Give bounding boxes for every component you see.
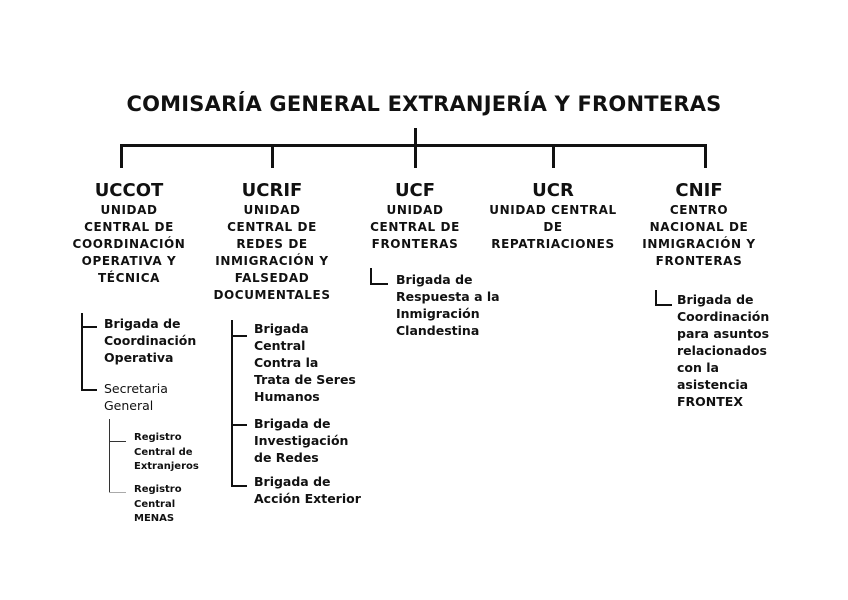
unit-ucr — [478, 180, 628, 253]
branch-tick — [231, 485, 247, 487]
unit-acronym: UCR — [532, 180, 574, 201]
registro-central-extranjeros: Registro Central de Extranjeros — [134, 432, 199, 472]
branch-line — [109, 419, 110, 493]
branch-line — [81, 313, 83, 391]
branch-tick — [231, 424, 247, 426]
unit-acronym: UCF — [394, 180, 436, 201]
unit-acronym: UCCOT — [94, 180, 164, 201]
unit-name: UNIDAD CENTRAL DE FRONTERAS — [370, 203, 460, 251]
unit-name: UNIDAD CENTRAL DE COORDINACIÓN OPERATIVA Y TÉCNICA — [72, 203, 186, 285]
branch-tick — [370, 283, 388, 285]
unit-ucf — [340, 180, 490, 253]
branch-line — [231, 320, 233, 487]
ucrif-brigada-redes: Brigada de Investigación de Redes — [254, 416, 349, 465]
connector-cnif — [704, 144, 707, 168]
branch-tick — [109, 492, 126, 493]
branch-tick — [655, 304, 672, 306]
branch-tick — [81, 389, 97, 391]
unit-cnif — [624, 180, 774, 270]
connector-ucrif — [271, 144, 274, 168]
unit-name: UNIDAD CENTRAL DE REPATRIACIONES — [489, 203, 617, 251]
branch-tick — [81, 326, 97, 328]
ucrif-brigada-exterior: Brigada de Acción Exterior — [254, 474, 361, 506]
unit-name: UNIDAD CENTRAL DE REDES DE INMIGRACIÓN Y FALSEDAD DOCUMENTALES — [213, 203, 331, 302]
ucrif-brigada-trata: Brigada Central Contra la Trata de Seres Humanos — [254, 321, 356, 404]
branch-tick — [231, 335, 247, 337]
ucf-brigada-respuesta: Brigada de Respuesta a la Inmigración Clandestina — [396, 272, 500, 338]
branch-tick — [109, 441, 126, 442]
uccot-brigada-coordinacion: Brigada de Coordinación Operativa — [104, 316, 197, 365]
unit-acronym: UCRIF — [241, 180, 303, 201]
org-chart-title: COMISARÍA GENERAL EXTRANJERÍA Y FRONTERAS — [126, 92, 722, 116]
connector-ucr — [552, 144, 555, 168]
unit-name: CENTRO NACIONAL DE INMIGRACIÓN Y FRONTERAS — [642, 203, 756, 268]
connector-ucf — [414, 144, 417, 168]
unit-ucrif — [197, 180, 347, 304]
unit-uccot — [54, 180, 204, 287]
uccot-secretaria-general: Secretaria General — [104, 381, 168, 413]
registro-central-menas: Registro Central MENAS — [134, 484, 182, 524]
cnif-brigada-frontex: Brigada de Coordinación para asuntos relacionados con la asistencia FRONTEX — [677, 292, 770, 409]
connector-uccot — [120, 144, 123, 168]
unit-acronym: CNIF — [675, 180, 723, 201]
